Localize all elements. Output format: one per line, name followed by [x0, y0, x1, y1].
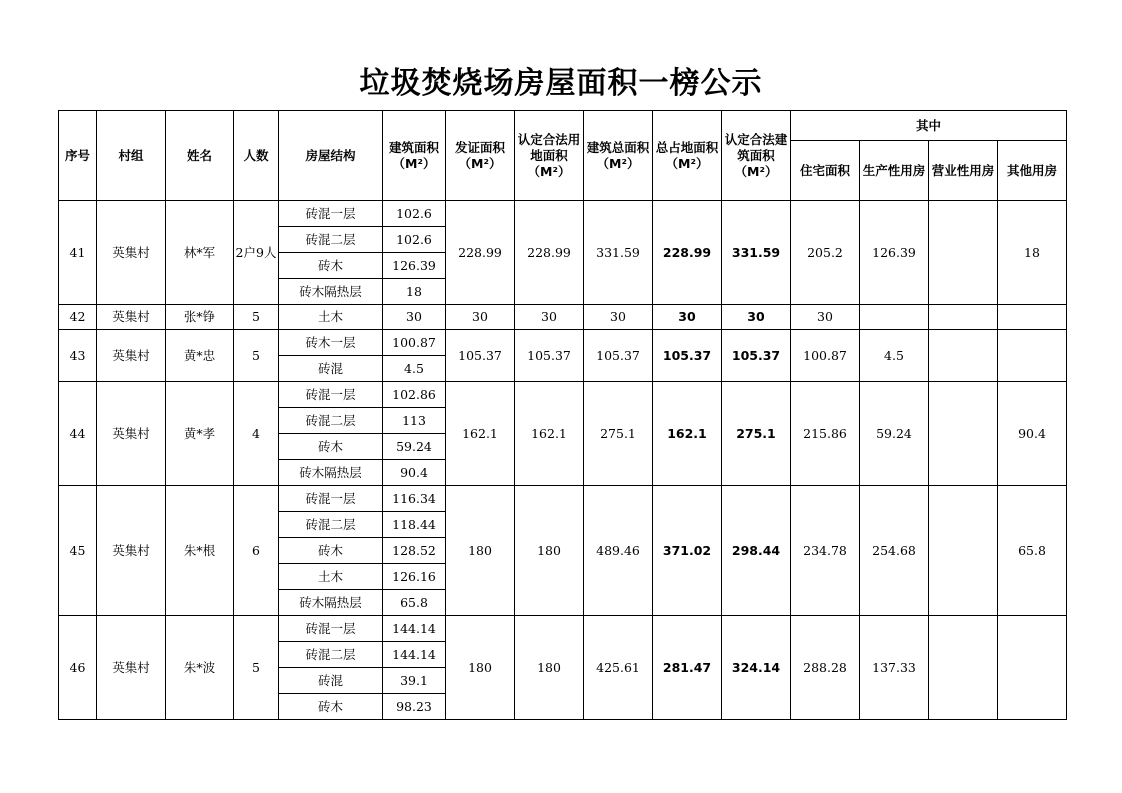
- cell-name: 朱*波: [166, 616, 234, 720]
- cell-build-area: 116.34: [383, 486, 446, 512]
- cell-group: 英集村: [97, 330, 166, 382]
- cell-business: [929, 382, 998, 486]
- cell-name: 张*铮: [166, 305, 234, 330]
- cell-other: [998, 616, 1067, 720]
- header-group: 村组: [97, 111, 166, 201]
- cell-structure: 土木: [279, 564, 383, 590]
- cell-structure: 砖混一层: [279, 616, 383, 642]
- header-name: 姓名: [166, 111, 234, 201]
- cell-residential: 205.2: [791, 201, 860, 305]
- cell-build-area: 144.14: [383, 642, 446, 668]
- table-row: [59, 486, 1067, 512]
- cell-productive: 59.24: [860, 382, 929, 486]
- cell-total-build: 275.1: [584, 382, 653, 486]
- cell-legal-land: 105.37: [515, 330, 584, 382]
- cell-group: 英集村: [97, 616, 166, 720]
- cell-total-build: 425.61: [584, 616, 653, 720]
- cell-residential: 100.87: [791, 330, 860, 382]
- cell-productive: 137.33: [860, 616, 929, 720]
- cell-other: [998, 330, 1067, 382]
- cell-build-area: 102.86: [383, 382, 446, 408]
- cell-structure: 砖木: [279, 538, 383, 564]
- cell-legal-land: 228.99: [515, 201, 584, 305]
- cell-cert-area: 180: [446, 486, 515, 616]
- cell-residential: 234.78: [791, 486, 860, 616]
- cell-seq: 42: [59, 305, 97, 330]
- cell-build-area: 98.23: [383, 694, 446, 720]
- cell-build-area: 102.6: [383, 201, 446, 227]
- table-body: [59, 201, 1067, 720]
- cell-group: 英集村: [97, 201, 166, 305]
- header-seq: 序号: [59, 111, 97, 201]
- cell-legal-build: 298.44: [722, 486, 791, 616]
- table-row: [59, 616, 1067, 642]
- cell-name: 朱*根: [166, 486, 234, 616]
- cell-structure: 砖混: [279, 668, 383, 694]
- cell-structure: 砖木隔热层: [279, 279, 383, 305]
- cell-name: 林*军: [166, 201, 234, 305]
- cell-structure: 砖混一层: [279, 486, 383, 512]
- cell-total-land: 105.37: [653, 330, 722, 382]
- area-table: [58, 110, 1067, 720]
- cell-legal-build: 331.59: [722, 201, 791, 305]
- table-row: [59, 382, 1067, 408]
- cell-build-area: 126.39: [383, 253, 446, 279]
- table-header: [59, 111, 1067, 201]
- header-business: 营业性用房: [929, 141, 998, 201]
- cell-name: 黄*孝: [166, 382, 234, 486]
- cell-total-land: 228.99: [653, 201, 722, 305]
- header-among: 其中: [791, 111, 1067, 141]
- cell-productive: 4.5: [860, 330, 929, 382]
- cell-cert-area: 30: [446, 305, 515, 330]
- cell-structure: 砖混二层: [279, 512, 383, 538]
- cell-cert-area: 105.37: [446, 330, 515, 382]
- cell-other: 65.8: [998, 486, 1067, 616]
- cell-structure: 砖混二层: [279, 642, 383, 668]
- cell-group: 英集村: [97, 382, 166, 486]
- cell-business: [929, 616, 998, 720]
- cell-other: 18: [998, 201, 1067, 305]
- header-other: 其他用房: [998, 141, 1067, 201]
- cell-build-area: 128.52: [383, 538, 446, 564]
- cell-build-area: 144.14: [383, 616, 446, 642]
- header-structure: 房屋结构: [279, 111, 383, 201]
- cell-seq: 46: [59, 616, 97, 720]
- cell-cert-area: 162.1: [446, 382, 515, 486]
- cell-people: 4: [234, 382, 279, 486]
- cell-people: 5: [234, 616, 279, 720]
- cell-total-build: 331.59: [584, 201, 653, 305]
- cell-structure: 砖木一层: [279, 330, 383, 356]
- cell-business: [929, 330, 998, 382]
- cell-seq: 45: [59, 486, 97, 616]
- cell-total-build: 30: [584, 305, 653, 330]
- cell-people: 6: [234, 486, 279, 616]
- cell-business: [929, 305, 998, 330]
- header-people: 人数: [234, 111, 279, 201]
- cell-structure: 土木: [279, 305, 383, 330]
- cell-structure: 砖木: [279, 253, 383, 279]
- cell-build-area: 30: [383, 305, 446, 330]
- cell-build-area: 39.1: [383, 668, 446, 694]
- cell-total-build: 105.37: [584, 330, 653, 382]
- cell-build-area: 102.6: [383, 227, 446, 253]
- cell-cert-area: 180: [446, 616, 515, 720]
- cell-structure: 砖混二层: [279, 227, 383, 253]
- cell-group: 英集村: [97, 486, 166, 616]
- cell-other: 90.4: [998, 382, 1067, 486]
- cell-residential: 30: [791, 305, 860, 330]
- table-row: [59, 201, 1067, 227]
- cell-build-area: 4.5: [383, 356, 446, 382]
- table-row: [59, 305, 1067, 330]
- cell-build-area: 90.4: [383, 460, 446, 486]
- cell-productive: [860, 305, 929, 330]
- header-productive: 生产性用房: [860, 141, 929, 201]
- header-total-land: 总占地面积（M²）: [653, 111, 722, 201]
- cell-legal-land: 180: [515, 616, 584, 720]
- cell-legal-build: 105.37: [722, 330, 791, 382]
- cell-total-land: 162.1: [653, 382, 722, 486]
- cell-structure: 砖木: [279, 434, 383, 460]
- cell-build-area: 126.16: [383, 564, 446, 590]
- cell-total-land: 281.47: [653, 616, 722, 720]
- cell-name: 黄*忠: [166, 330, 234, 382]
- cell-structure: 砖木: [279, 694, 383, 720]
- cell-people: 5: [234, 305, 279, 330]
- cell-build-area: 65.8: [383, 590, 446, 616]
- cell-structure: 砖混一层: [279, 201, 383, 227]
- cell-seq: 43: [59, 330, 97, 382]
- header-total-build: 建筑总面积 （M²）: [584, 111, 653, 201]
- cell-seq: 41: [59, 201, 97, 305]
- cell-productive: 254.68: [860, 486, 929, 616]
- cell-structure: 砖混一层: [279, 382, 383, 408]
- cell-build-area: 18: [383, 279, 446, 305]
- header-build-area: 建筑面积（M²）: [383, 111, 446, 201]
- cell-business: [929, 486, 998, 616]
- cell-legal-build: 324.14: [722, 616, 791, 720]
- cell-business: [929, 201, 998, 305]
- cell-residential: 215.86: [791, 382, 860, 486]
- cell-build-area: 100.87: [383, 330, 446, 356]
- header-cert-area: 发证面积（M²）: [446, 111, 515, 201]
- cell-people: 2户9人: [234, 201, 279, 305]
- cell-structure: 砖木隔热层: [279, 590, 383, 616]
- cell-structure: 砖木隔热层: [279, 460, 383, 486]
- cell-other: [998, 305, 1067, 330]
- header-legal-land: 认定合法用地面积（M²）: [515, 111, 584, 201]
- cell-group: 英集村: [97, 305, 166, 330]
- cell-structure: 砖混: [279, 356, 383, 382]
- page-title: 垃圾焚烧场房屋面积一榜公示: [359, 66, 763, 101]
- cell-build-area: 59.24: [383, 434, 446, 460]
- header-residential: 住宅面积: [791, 141, 860, 201]
- cell-build-area: 118.44: [383, 512, 446, 538]
- cell-residential: 288.28: [791, 616, 860, 720]
- cell-build-area: 113: [383, 408, 446, 434]
- cell-legal-land: 30: [515, 305, 584, 330]
- table-row: [59, 330, 1067, 356]
- cell-total-land: 371.02: [653, 486, 722, 616]
- cell-legal-land: 180: [515, 486, 584, 616]
- cell-seq: 44: [59, 382, 97, 486]
- cell-legal-build: 275.1: [722, 382, 791, 486]
- cell-structure: 砖混二层: [279, 408, 383, 434]
- cell-total-land: 30: [653, 305, 722, 330]
- cell-legal-land: 162.1: [515, 382, 584, 486]
- cell-legal-build: 30: [722, 305, 791, 330]
- cell-cert-area: 228.99: [446, 201, 515, 305]
- cell-productive: 126.39: [860, 201, 929, 305]
- cell-total-build: 489.46: [584, 486, 653, 616]
- header-legal-build: 认定合法建筑面积（M²）: [722, 111, 791, 201]
- cell-people: 5: [234, 330, 279, 382]
